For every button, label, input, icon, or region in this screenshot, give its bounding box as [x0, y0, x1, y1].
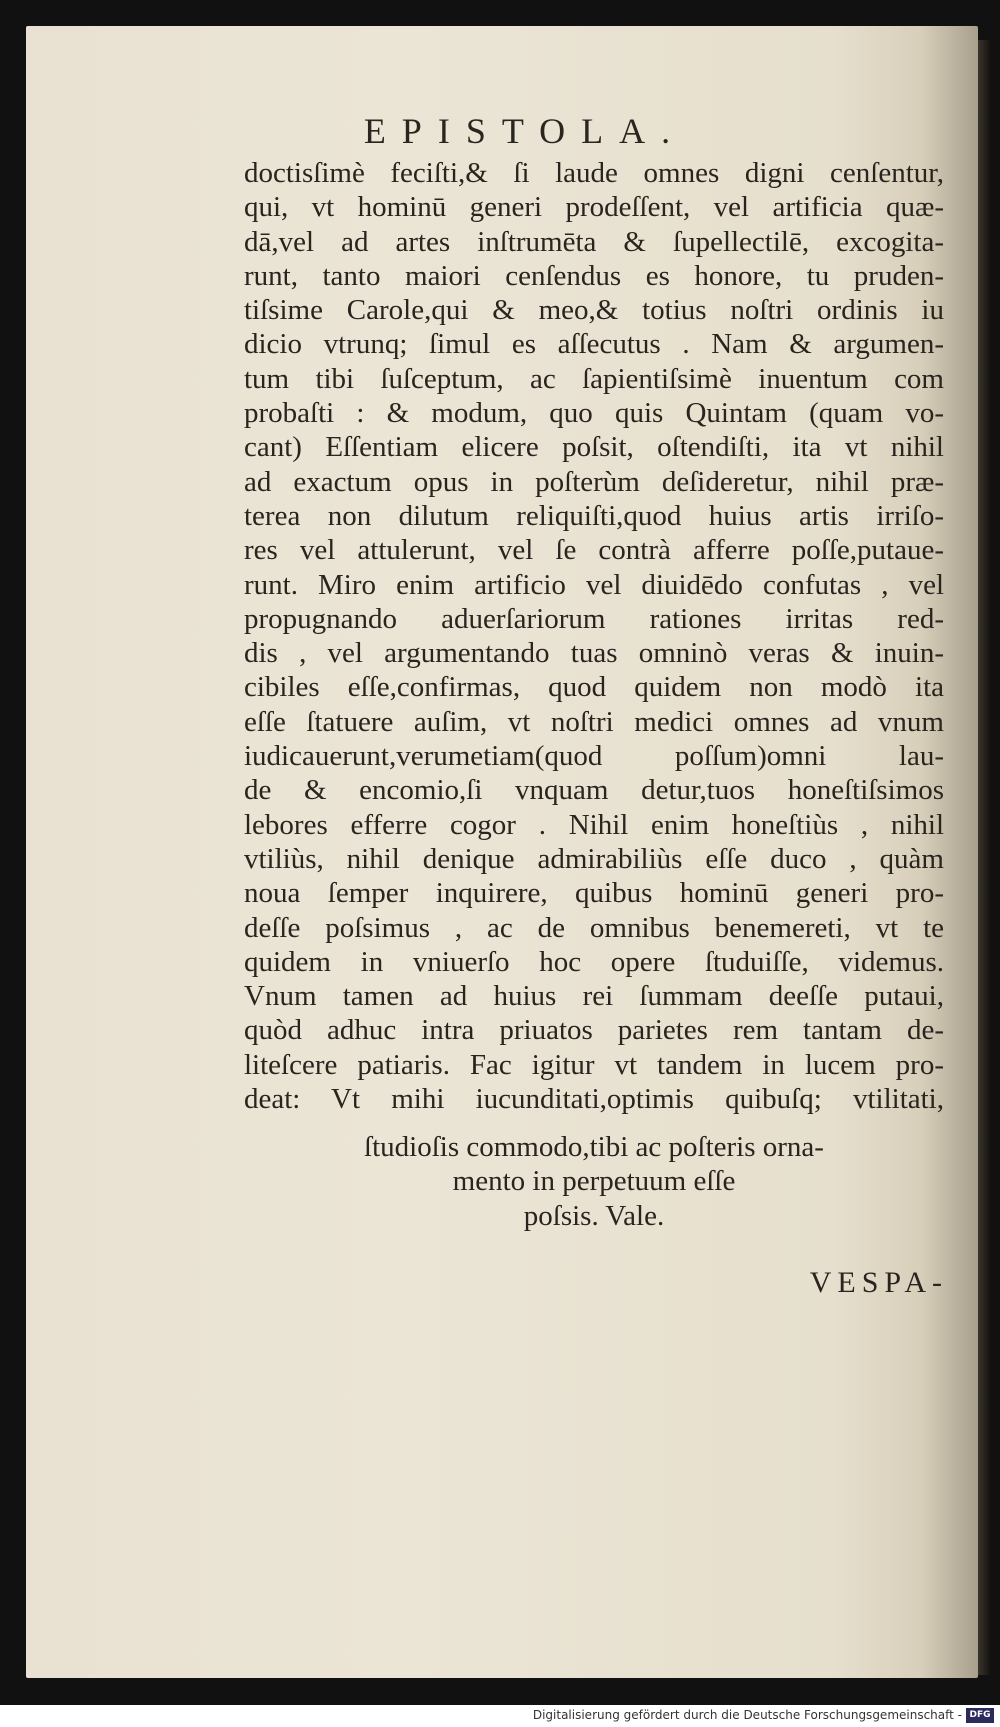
text-line: terea non dilutum reliquiſti,quod huius artis irriſo- [244, 499, 944, 532]
footer-credit-text: Digitalisierung gefördert durch die Deutsche Forschungsgemeinschaft - [532, 1708, 962, 1722]
text-line: doctisſimè feciſti,& ſi laude omnes digni cenſentur, [244, 157, 944, 189]
text-line: quòd adhuc intra priuatos parietes rem tantam de- [244, 1014, 944, 1047]
catchword: VESPA- [809, 1266, 948, 1299]
text-line: dis , vel argumentando tuas omninò veras & inuin- [244, 637, 944, 670]
dfg-logo-icon: DFG [966, 1708, 994, 1723]
closing-line: poſsis. Vale. [523, 1199, 665, 1232]
text-line: probaſti : & modum, quo quis Quintam (quam vo- [244, 397, 944, 430]
text-line: tum tibi ſuſceptum, ac ſapientiſsimè inuentum com [244, 362, 944, 395]
text-line: deat: Vt mihi iucunditati,optimis quibuſq; vtilitati, [244, 1083, 944, 1116]
text-line: ad exactum opus in poſterùm deſideretur, nihil præ- [244, 465, 944, 498]
text-line: Vnum tamen ad huius rei ſummam deeſſe putaui, [244, 980, 944, 1013]
running-head: EPISTOLA. [363, 111, 687, 151]
text-line: qui, vt hominū generi prodeſſent, vel artificia quæ- [244, 191, 944, 224]
text-line: iudicauerunt,verumetiam(quod poſſum)omni lau- [244, 740, 944, 773]
digitization-footer [0, 1705, 1000, 1727]
closing-line: ſtudioſis commodo,tibi ac poſteris orna- [364, 1131, 824, 1163]
body-text [244, 156, 944, 1116]
text-line: de & encomio,ſi vnquam detur,tuos honeſtiſsimos [244, 774, 944, 807]
text-line: cant) Eſſentiam elicere poſsit, oſtendiſti, ita vt nihil [244, 431, 944, 464]
text-line: deſſe poſsimus , ac de omnibus benemereti, vt te [244, 911, 944, 944]
text-line: lebores efferre cogor . Nihil enim honeſtiùs , nihil [244, 808, 944, 841]
text-line: runt, tanto maiori cenſendus es honore, tu pruden- [244, 259, 944, 292]
text-line: dicio vtrunq; ſimul es aſſecutus . Nam & argumen- [244, 328, 944, 361]
text-line: propugnando aduerſariorum rationes irritas red- [244, 602, 944, 635]
text-line: vtiliùs, nihil denique admirabiliùs eſſe duco , quàm [244, 842, 944, 875]
text-line: noua ſemper inquirere, quibus hominū generi pro- [244, 877, 944, 910]
text-line: runt. Miro enim artificio vel diuidēdo confutas , vel [244, 568, 944, 601]
closing-line: mento in perpetuum eſſe [452, 1165, 736, 1198]
text-line: eſſe ſtatuere auſim, vt noſtri medici omnes ad vnum [244, 705, 944, 738]
text-line: liteſcere patiaris. Fac igitur vt tandem in lucem pro- [244, 1048, 944, 1081]
text-line: tiſsime Carole,qui & meo,& totius noſtri ordinis iu [244, 294, 944, 327]
text-line: res vel attulerunt, vel ſe contrà afferre poſſe,putaue- [244, 534, 944, 567]
closing-text [244, 1130, 944, 1233]
text-line: cibiles eſſe,confirmas, quod quidem non modò ita [244, 671, 944, 704]
text-line: quidem in vniuerſo hoc opere ſtuduiſſe, videmus. [244, 945, 944, 978]
text-line: dā,vel ad artes inſtrumēta & ſupellectilē, excogita- [244, 225, 944, 258]
